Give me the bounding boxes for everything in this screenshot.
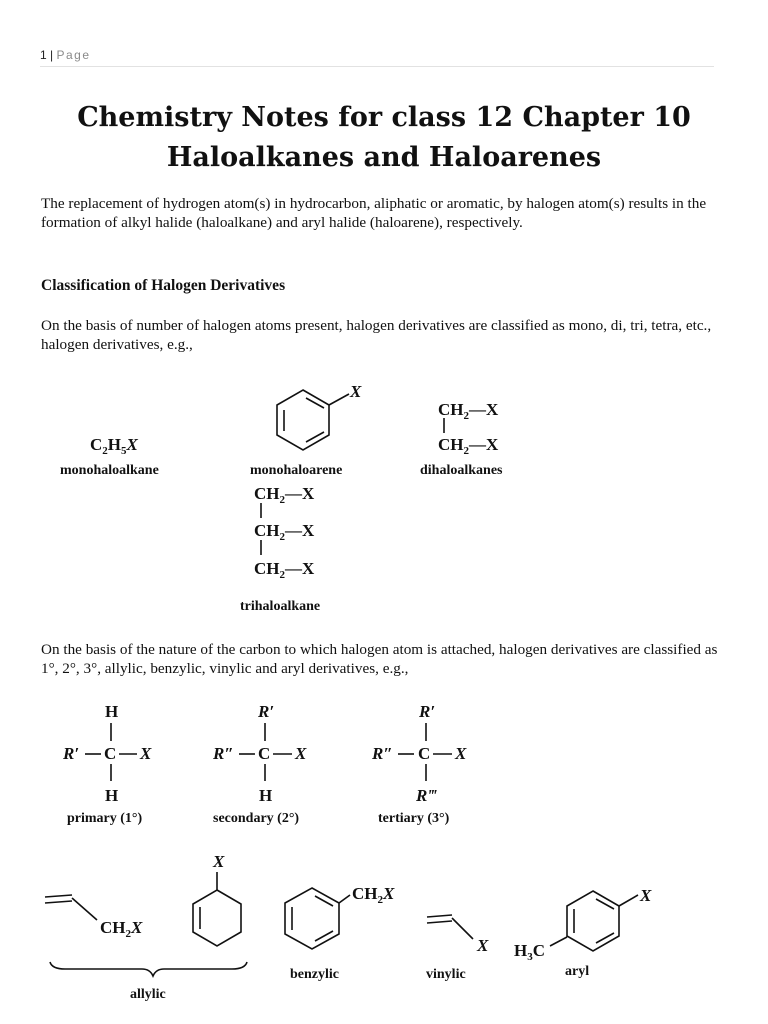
aryl-ring (550, 891, 638, 951)
intro-paragraph: The replacement of hydrogen atom(s) in hydrocarbon, aliphatic or aromatic, by halogen atom(s) results in the formation of alkyl halide (haloalkane) and aryl halide (haloarene), respectively. (41, 195, 707, 231)
ring-x: X (213, 852, 225, 871)
tertiary-bottom-r: R‴ (416, 786, 437, 805)
vinyl-chain (427, 915, 473, 939)
tri-ch2x-2: $CH_2—X$ (254, 521, 315, 543)
allylic-ch2x: $CH_2X$ (100, 918, 143, 940)
dihaloalkanes-label: dihaloalkanes (420, 463, 503, 478)
benzylic-label: benzylic (290, 967, 339, 982)
benzyl-ring (285, 888, 350, 949)
section-heading: Classification of Halogen Derivatives (41, 277, 286, 294)
number-paragraph: On the basis of number of halogen atoms present, halogen derivatives are classified as mono, di, tri, tetra, etc., halogen derivatives, e.g., (41, 317, 712, 353)
page-separator: | (50, 48, 54, 62)
tertiary-c: C (418, 744, 431, 763)
document-title (0, 98, 768, 178)
primary-label: primary (1°) (67, 811, 143, 826)
aryl-label: aryl (565, 964, 590, 979)
primary-x: X (140, 744, 152, 763)
page-header (40, 48, 714, 67)
benzyl-ch2x: $CH_2X$ (352, 884, 395, 906)
monohaloalkane-formula: $C_2H_5X$ (90, 435, 138, 457)
cyclohexene-ring (193, 872, 241, 946)
tri-ch2x-1: $CH_2—X$ (254, 484, 315, 506)
benzene-ring (277, 390, 349, 450)
tertiary-top-r: R′ (419, 702, 436, 721)
secondary-label: secondary (2°) (213, 811, 300, 826)
allylic-label: allylic (130, 987, 166, 1002)
page-number: 1 (40, 48, 47, 62)
primary-bottom-h: H (105, 786, 119, 805)
primary-r: R′ (63, 744, 80, 763)
methyl-group: $H_3C$ (514, 941, 546, 963)
vinylic-x: X (477, 936, 489, 955)
secondary-c: C (258, 744, 271, 763)
title-line-1: Chemistry Notes for class 12 Chapter 10 (77, 102, 691, 133)
secondary-top-r: R′ (258, 702, 275, 721)
tertiary-label: tertiary (3°) (378, 811, 450, 826)
trihaloalkane-label: trihaloalkane (240, 599, 321, 614)
secondary-bottom-h: H (259, 786, 273, 805)
degree-figure (0, 695, 768, 835)
nature-paragraph: On the basis of the nature of the carbon to which halogen atom is attached, halogen derivatives are classified as 1°, 2°, 3°, allylic, benzylic, vinylic and aryl derivatives, e.g., (41, 641, 718, 677)
aryl-x: X (640, 886, 652, 905)
secondary-x: X (295, 744, 307, 763)
title-line-2: Haloalkanes and Haloarenes (166, 142, 602, 173)
halogen-count-figure (0, 370, 768, 620)
arene-x: X (350, 382, 362, 401)
tertiary-x: X (455, 744, 467, 763)
di-ch2x-bottom: $CH_2—X$ (438, 435, 499, 457)
allylic-chain (45, 895, 97, 920)
monohaloalkane-label: monohaloalkane (60, 463, 159, 478)
type-figure (0, 845, 768, 1015)
monohaloarene-label: monohaloarene (250, 463, 343, 478)
tri-ch2x-3: $CH_2—X$ (254, 559, 315, 581)
tertiary-r: R″ (372, 744, 393, 763)
primary-c: C (104, 744, 117, 763)
page-word: Page (56, 48, 91, 62)
vinylic-label: vinylic (426, 967, 466, 982)
di-ch2x-top: $CH_2—X$ (438, 400, 499, 422)
allylic-bracket (50, 962, 247, 976)
secondary-r: R″ (213, 744, 234, 763)
primary-top-h: H (105, 702, 119, 721)
